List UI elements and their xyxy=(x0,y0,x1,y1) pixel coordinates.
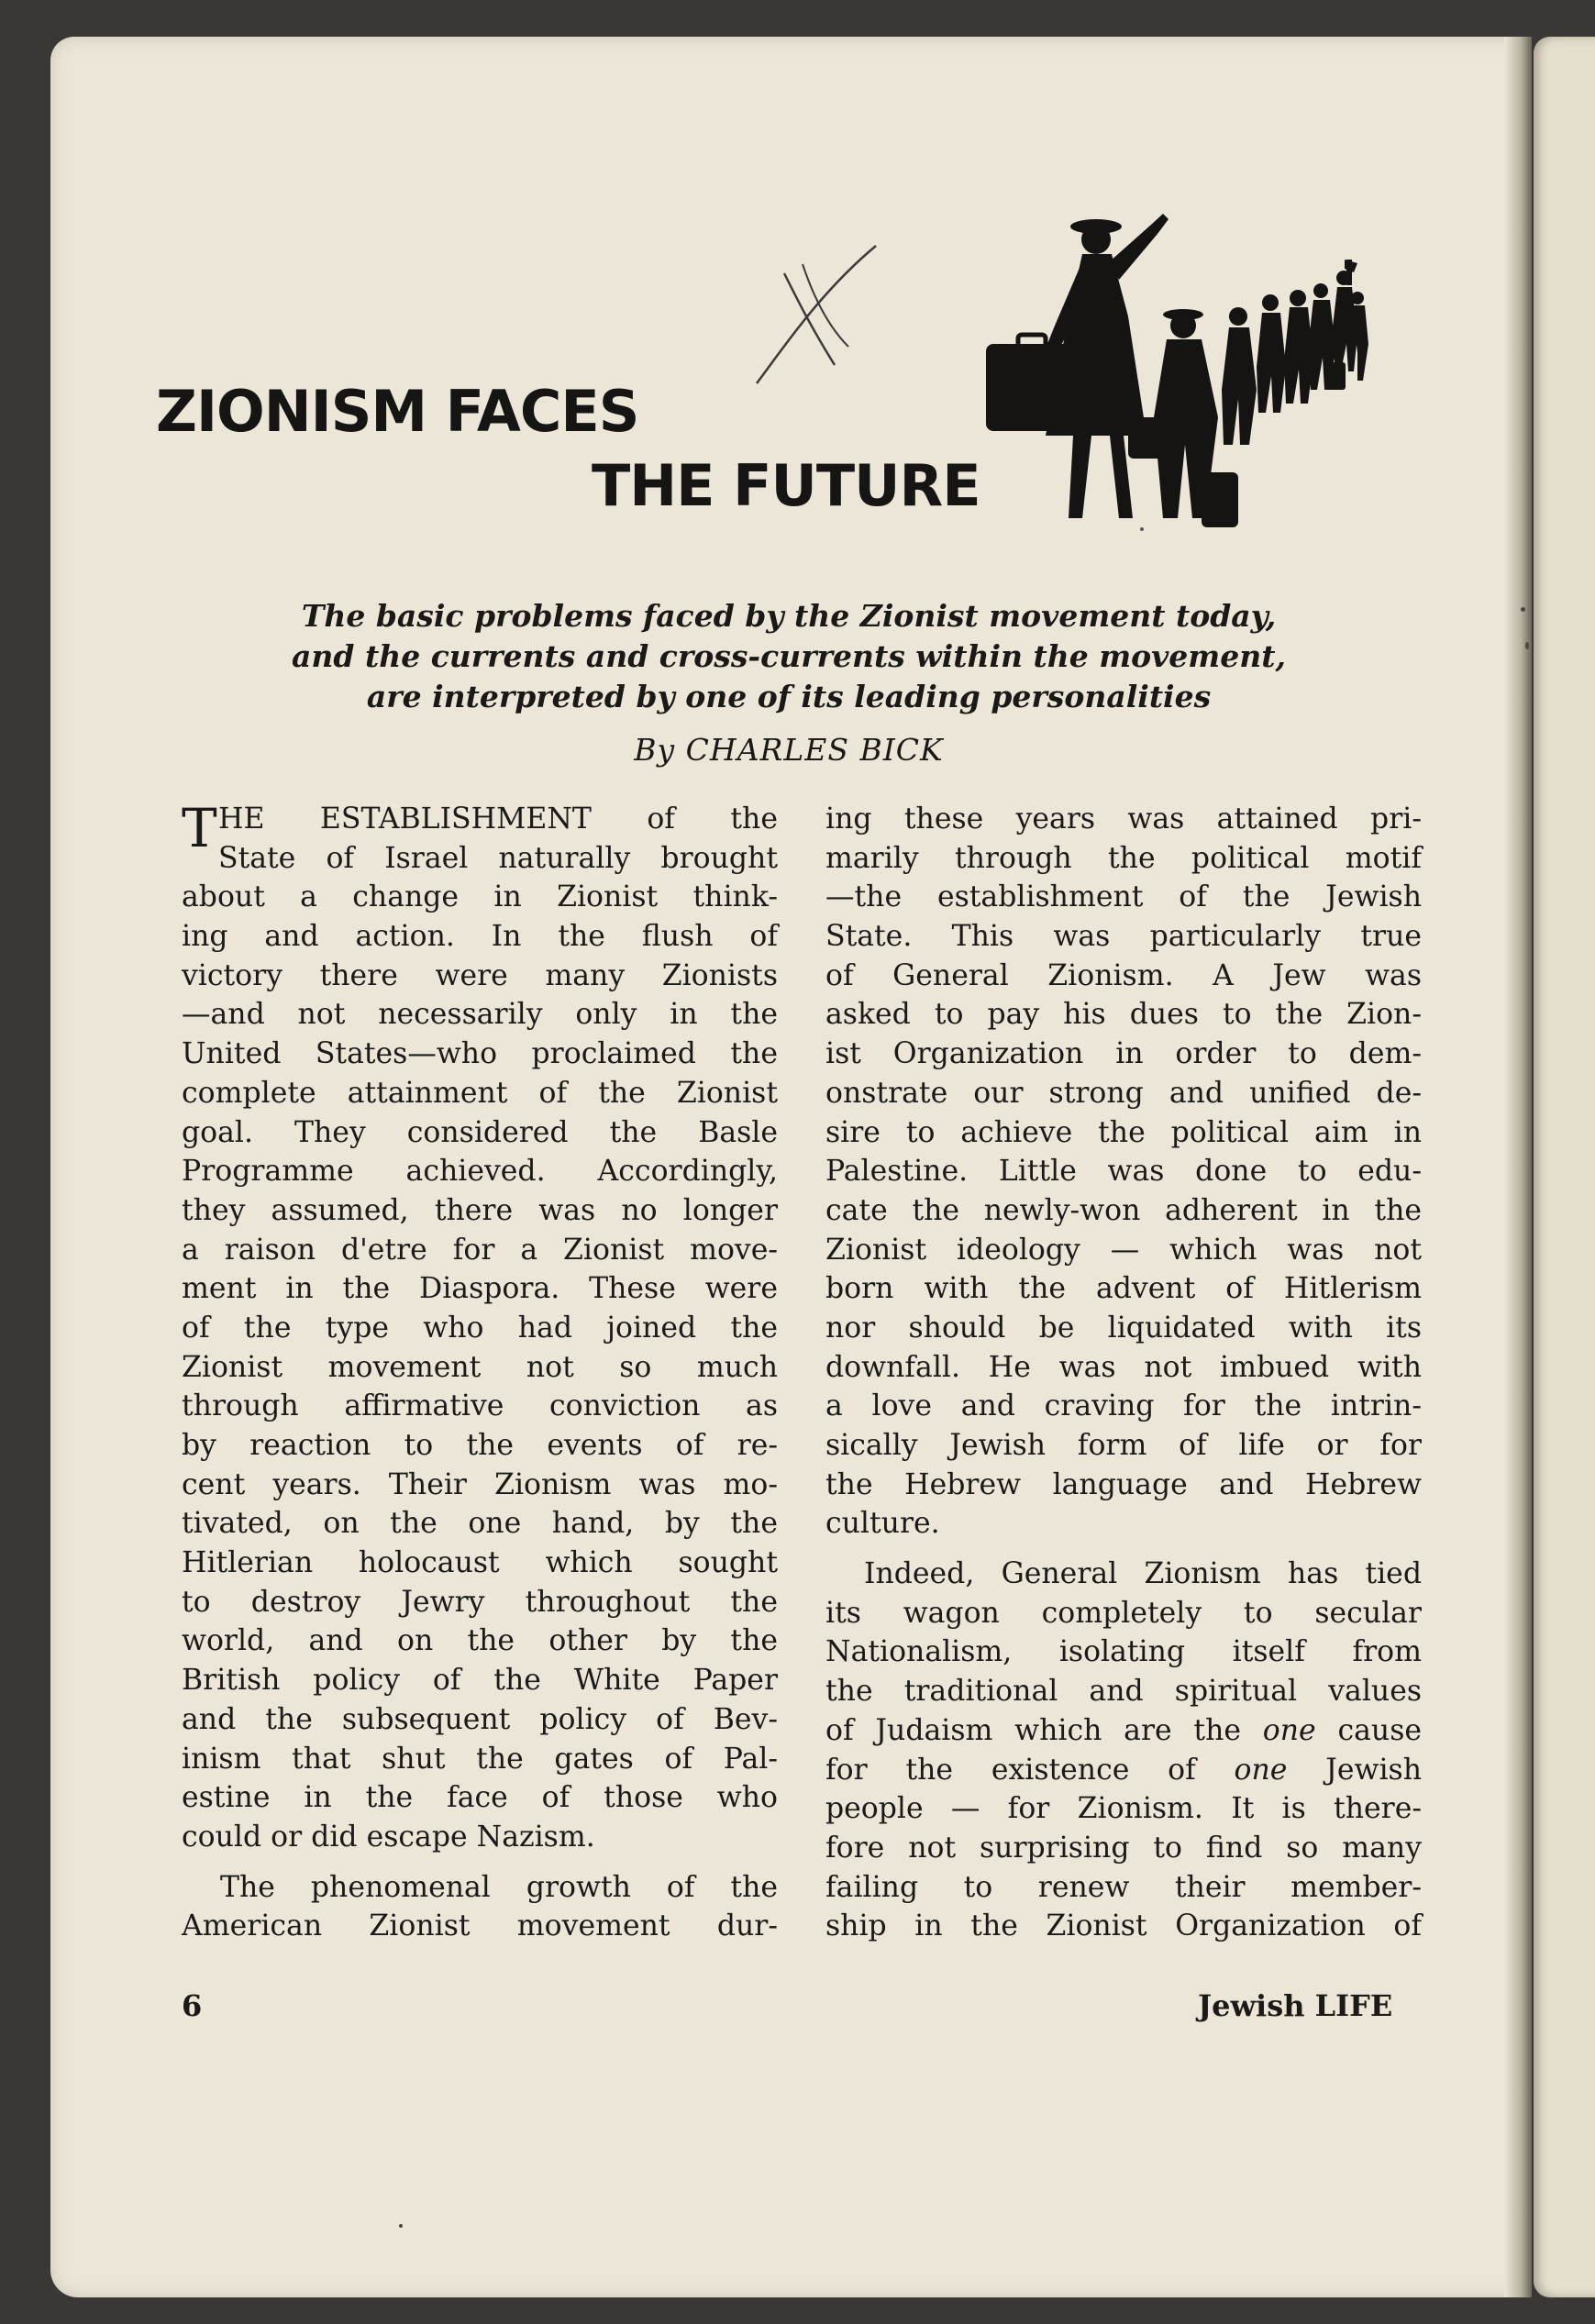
text-line: cent years. Their Zionism was mo- xyxy=(182,1467,778,1501)
text-line: marily through the political motif xyxy=(825,841,1422,875)
text-line: of General Zionism. A Jew was xyxy=(825,958,1422,992)
paragraph xyxy=(182,1868,778,1946)
text-line: people — for Zionism. It is there- xyxy=(825,1792,1422,1826)
deck-line: The basic problems faced by the Zionist movement today, xyxy=(301,598,1277,634)
column-left xyxy=(182,797,778,1946)
text-line: its wagon completely to secular xyxy=(825,1596,1422,1630)
magazine-name: Jewish LIFE xyxy=(1198,1988,1393,2023)
text-line: by reaction to the events of re- xyxy=(182,1429,778,1462)
emigrants-silhouette-icon xyxy=(954,206,1385,546)
text-line: —the establishment of the Jewish xyxy=(825,880,1422,914)
text-line: Nationalism, isolating itself from xyxy=(825,1635,1422,1669)
text-line: American Zionist movement dur- xyxy=(182,1909,778,1943)
article-deck xyxy=(138,596,1440,717)
text-line-content: HE ESTABLISHMENT of the xyxy=(218,802,778,836)
text-line: born with the advent of Hitlerism xyxy=(825,1272,1422,1306)
facing-page-edge xyxy=(1534,37,1595,2297)
paragraph xyxy=(182,797,778,1857)
text-line: ship in the Zionist Organization of xyxy=(825,1909,1422,1943)
text-line: cate the newly-won adherent in the xyxy=(825,1193,1422,1227)
drop-cap: T xyxy=(182,797,217,859)
pencil-x-mark-icon xyxy=(748,237,885,393)
text-line: The phenomenal growth of the xyxy=(220,1870,778,1904)
text-line: inism that shut the gates of Pal- xyxy=(182,1742,778,1776)
text-line: a love and craving for the intrin- xyxy=(825,1389,1422,1423)
page-number: 6 xyxy=(182,1988,203,2023)
deck-line: are interpreted by one of its leading personalities xyxy=(366,679,1212,714)
text-line: tivated, on the one hand, by the xyxy=(182,1507,778,1541)
text-line: of Judaism which are the one cause xyxy=(825,1713,1422,1747)
text-line: fore not surprising to find so many xyxy=(825,1831,1422,1865)
text-line: British policy of the White Paper xyxy=(182,1664,778,1698)
text-line: onstrate our strong and unified de- xyxy=(825,1076,1422,1110)
text-line: complete attainment of the Zionist xyxy=(182,1076,778,1110)
text-line: about a change in Zionist think- xyxy=(182,880,778,914)
text-line: State. This was particularly true xyxy=(825,920,1422,954)
text-line: ist Organization in order to dem- xyxy=(825,1037,1422,1071)
page-gutter xyxy=(1504,37,1532,2297)
paragraph xyxy=(825,1555,1422,1946)
text-line: sire to achieve the political aim in xyxy=(825,1115,1422,1149)
text-line: asked to pay his dues to the Zion- xyxy=(825,998,1422,1032)
byline: By CHARLES BICK xyxy=(634,732,944,768)
column-right xyxy=(825,800,1422,1946)
text-line: ing these years was attained pri- xyxy=(825,802,1422,836)
text-line: ing and action. In the flush of xyxy=(182,920,778,954)
text-line: a raison d'etre for a Zionist move- xyxy=(182,1233,778,1267)
text-line: ment in the Diaspora. These were xyxy=(182,1272,778,1306)
text-line: —and not necessarily only in the xyxy=(182,998,778,1032)
text-line: the Hebrew language and Hebrew xyxy=(825,1467,1422,1501)
text-line: culture. xyxy=(825,1507,940,1541)
text-line: victory there were many Zionists xyxy=(182,958,778,992)
scan-speck xyxy=(1521,607,1525,612)
text-line: they assumed, there was no longer xyxy=(182,1193,778,1227)
text-line: Indeed, General Zionism has tied xyxy=(864,1557,1422,1591)
text-line: could or did escape Nazism. xyxy=(182,1820,595,1854)
text-line: nor should be liquidated with its xyxy=(825,1311,1422,1345)
text-line: Palestine. Little was done to edu- xyxy=(825,1155,1422,1189)
headline-line1: ZIONISM FACES xyxy=(156,378,639,445)
text-line: for the existence of one Jewish xyxy=(825,1753,1422,1787)
text-line: of the type who had joined the xyxy=(182,1311,778,1345)
text-line: sically Jewish form of life or for xyxy=(825,1429,1422,1462)
paragraph xyxy=(825,800,1422,1544)
text-line: State of Israel naturally brought xyxy=(218,841,778,875)
text-line: failing to renew their member- xyxy=(825,1870,1422,1904)
headline-line2: THE FUTURE xyxy=(592,452,980,519)
text-line: Hitlerian holocaust which sought xyxy=(182,1546,778,1580)
deck-line: and the currents and cross-currents within the movement, xyxy=(292,638,1286,674)
scan-speck xyxy=(1525,642,1529,649)
text-line: goal. They considered the Basle xyxy=(182,1115,778,1149)
text-line: Zionist ideology — which was not xyxy=(825,1233,1422,1267)
text-line: Programme achieved. Accordingly, xyxy=(182,1155,778,1189)
text-line: to destroy Jewry throughout the xyxy=(182,1585,778,1619)
text-line: world, and on the other by the xyxy=(182,1624,778,1658)
text-line: Zionist movement not so much xyxy=(182,1350,778,1384)
text-line: and the subsequent policy of Bev- xyxy=(182,1702,778,1736)
scan-speck xyxy=(399,2224,403,2228)
text-line: the traditional and spiritual values xyxy=(825,1675,1422,1709)
text-line: through affirmative conviction as xyxy=(182,1389,778,1423)
text-line: downfall. He was not imbued with xyxy=(825,1350,1422,1384)
text-line: United States—who proclaimed the xyxy=(182,1037,778,1071)
text-line: estine in the face of those who xyxy=(182,1781,778,1815)
